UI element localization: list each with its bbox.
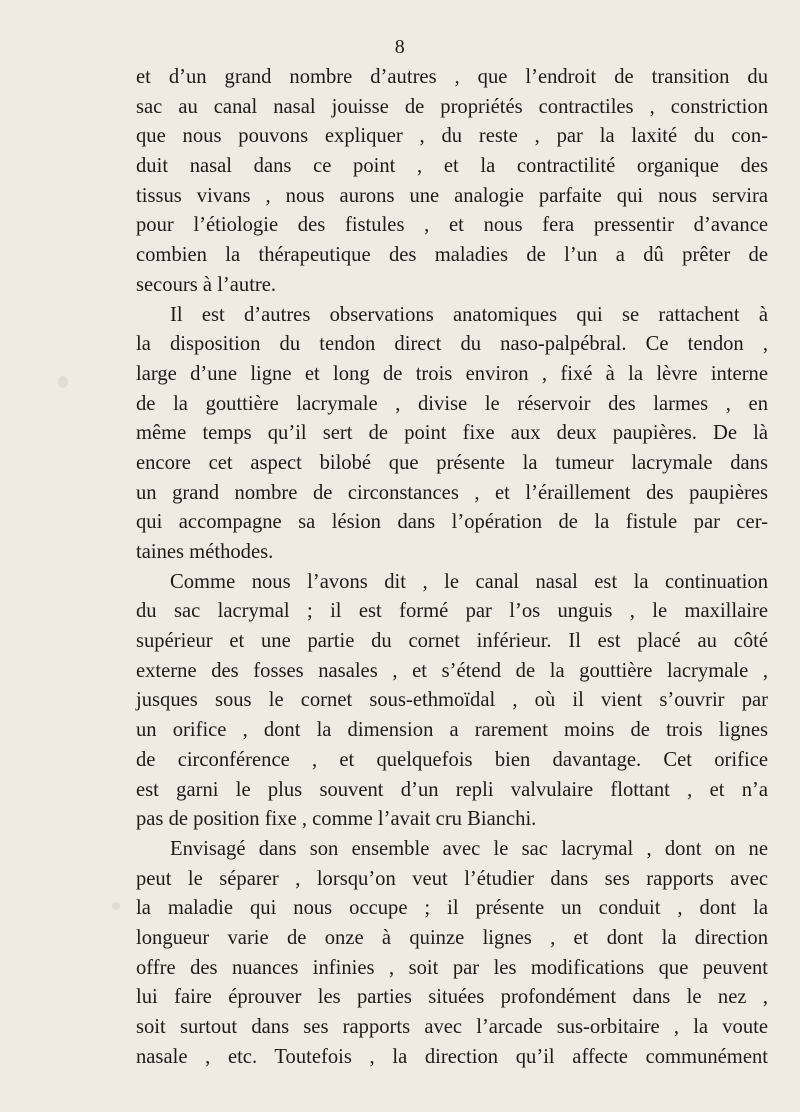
text-line: encore cet aspect bilobé que présente la tumeur lacrymale dans — [136, 451, 768, 474]
text-line: soit surtout dans ses rapports avec l’arcade sus-orbitaire , la voute — [136, 1016, 768, 1038]
text-line: offre des nuances infinies , soit par les modifications que peuvent — [136, 956, 768, 979]
text-line: jusques sous le cornet sous-ethmoïdal , où il vient s’ouvrir par — [136, 689, 768, 712]
text-line: de la gouttière lacrymale , divise le réservoir des larmes , en — [136, 392, 768, 415]
text-line: un orifice , dont la dimension a rarement moins de trois lignes — [136, 719, 768, 742]
paper-stain — [58, 376, 68, 388]
text-line: peut le séparer , lorsqu’on veut l’étudier dans ses rapports avec — [136, 867, 768, 890]
text-line: combien la thérapeutique des maladies de l’un a dû prêter de — [136, 244, 768, 267]
text-line: de circonférence , et quelquefois bien davantage. Cet orifice — [136, 748, 768, 771]
text-line: lui faire éprouver les parties situées profondément dans le nez , — [136, 986, 768, 1009]
text-line: taines méthodes. — [136, 541, 274, 563]
text-line: supérieur et une partie du cornet inférieur. Il est placé au côté — [136, 630, 768, 653]
text-line: un grand nombre de circonstances , et l’éraillement des paupières — [136, 481, 768, 504]
text-line: même temps qu’il sert de point fixe aux deux paupières. De là — [136, 422, 768, 445]
text-line: Il est d’autres observations anatomiques qui se rattachent à — [170, 303, 768, 326]
text-line: nasale , etc. Toutefois , la direction qu’il affecte communément — [136, 1045, 768, 1068]
text-line: la disposition du tendon direct du naso-palpébral. Ce tendon , — [136, 333, 768, 356]
text-line: duit nasal dans ce point , et la contractilité organique des — [136, 155, 768, 178]
text-line: externe des fosses nasales , et s’étend de la gouttière lacrymale , — [136, 659, 768, 682]
text-line: pas de position fixe , comme l’avait cru Bianchi. — [136, 808, 537, 831]
text-line: du sac lacrymal ; il est formé par l’os unguis , le maxillaire — [136, 600, 768, 623]
paper-stain — [112, 902, 120, 910]
text-line: que nous pouvons expliquer , du reste , par la laxité du con- — [136, 125, 768, 148]
text-line: pour l’étiologie des fistules , et nous fera pressentir d’avance — [136, 214, 768, 237]
text-line: sac au canal nasal jouisse de propriétés contractiles , constriction — [136, 95, 768, 118]
text-line: secours à l’autre. — [136, 273, 277, 296]
text-line: et d’un grand nombre d’autres , que l’endroit de transition du — [136, 66, 768, 88]
text-line: Comme nous l’avons dit , le canal nasal est la continuation — [170, 570, 768, 593]
text-line: qui accompagne sa lésion dans l’opération de la fistule par cer- — [136, 511, 768, 534]
text-line: longueur varie de onze à quinze lignes , et dont la direction — [136, 926, 768, 949]
page-number: 8 — [394, 36, 406, 58]
text-line: tissus vivans , nous aurons une analogie parfaite qui nous servira — [136, 184, 768, 207]
text-line: est garni le plus souvent d’un repli valvulaire flottant , et n’a — [136, 778, 768, 801]
body-text — [136, 63, 768, 1072]
text-line: large d’une ligne et long de trois environ , fixé à la lèvre interne — [136, 362, 768, 385]
text-line: Envisagé dans son ensemble avec le sac lacrymal , dont on ne — [170, 837, 768, 860]
text-line: la maladie qui nous occupe ; il présente un conduit , dont la — [136, 897, 768, 920]
